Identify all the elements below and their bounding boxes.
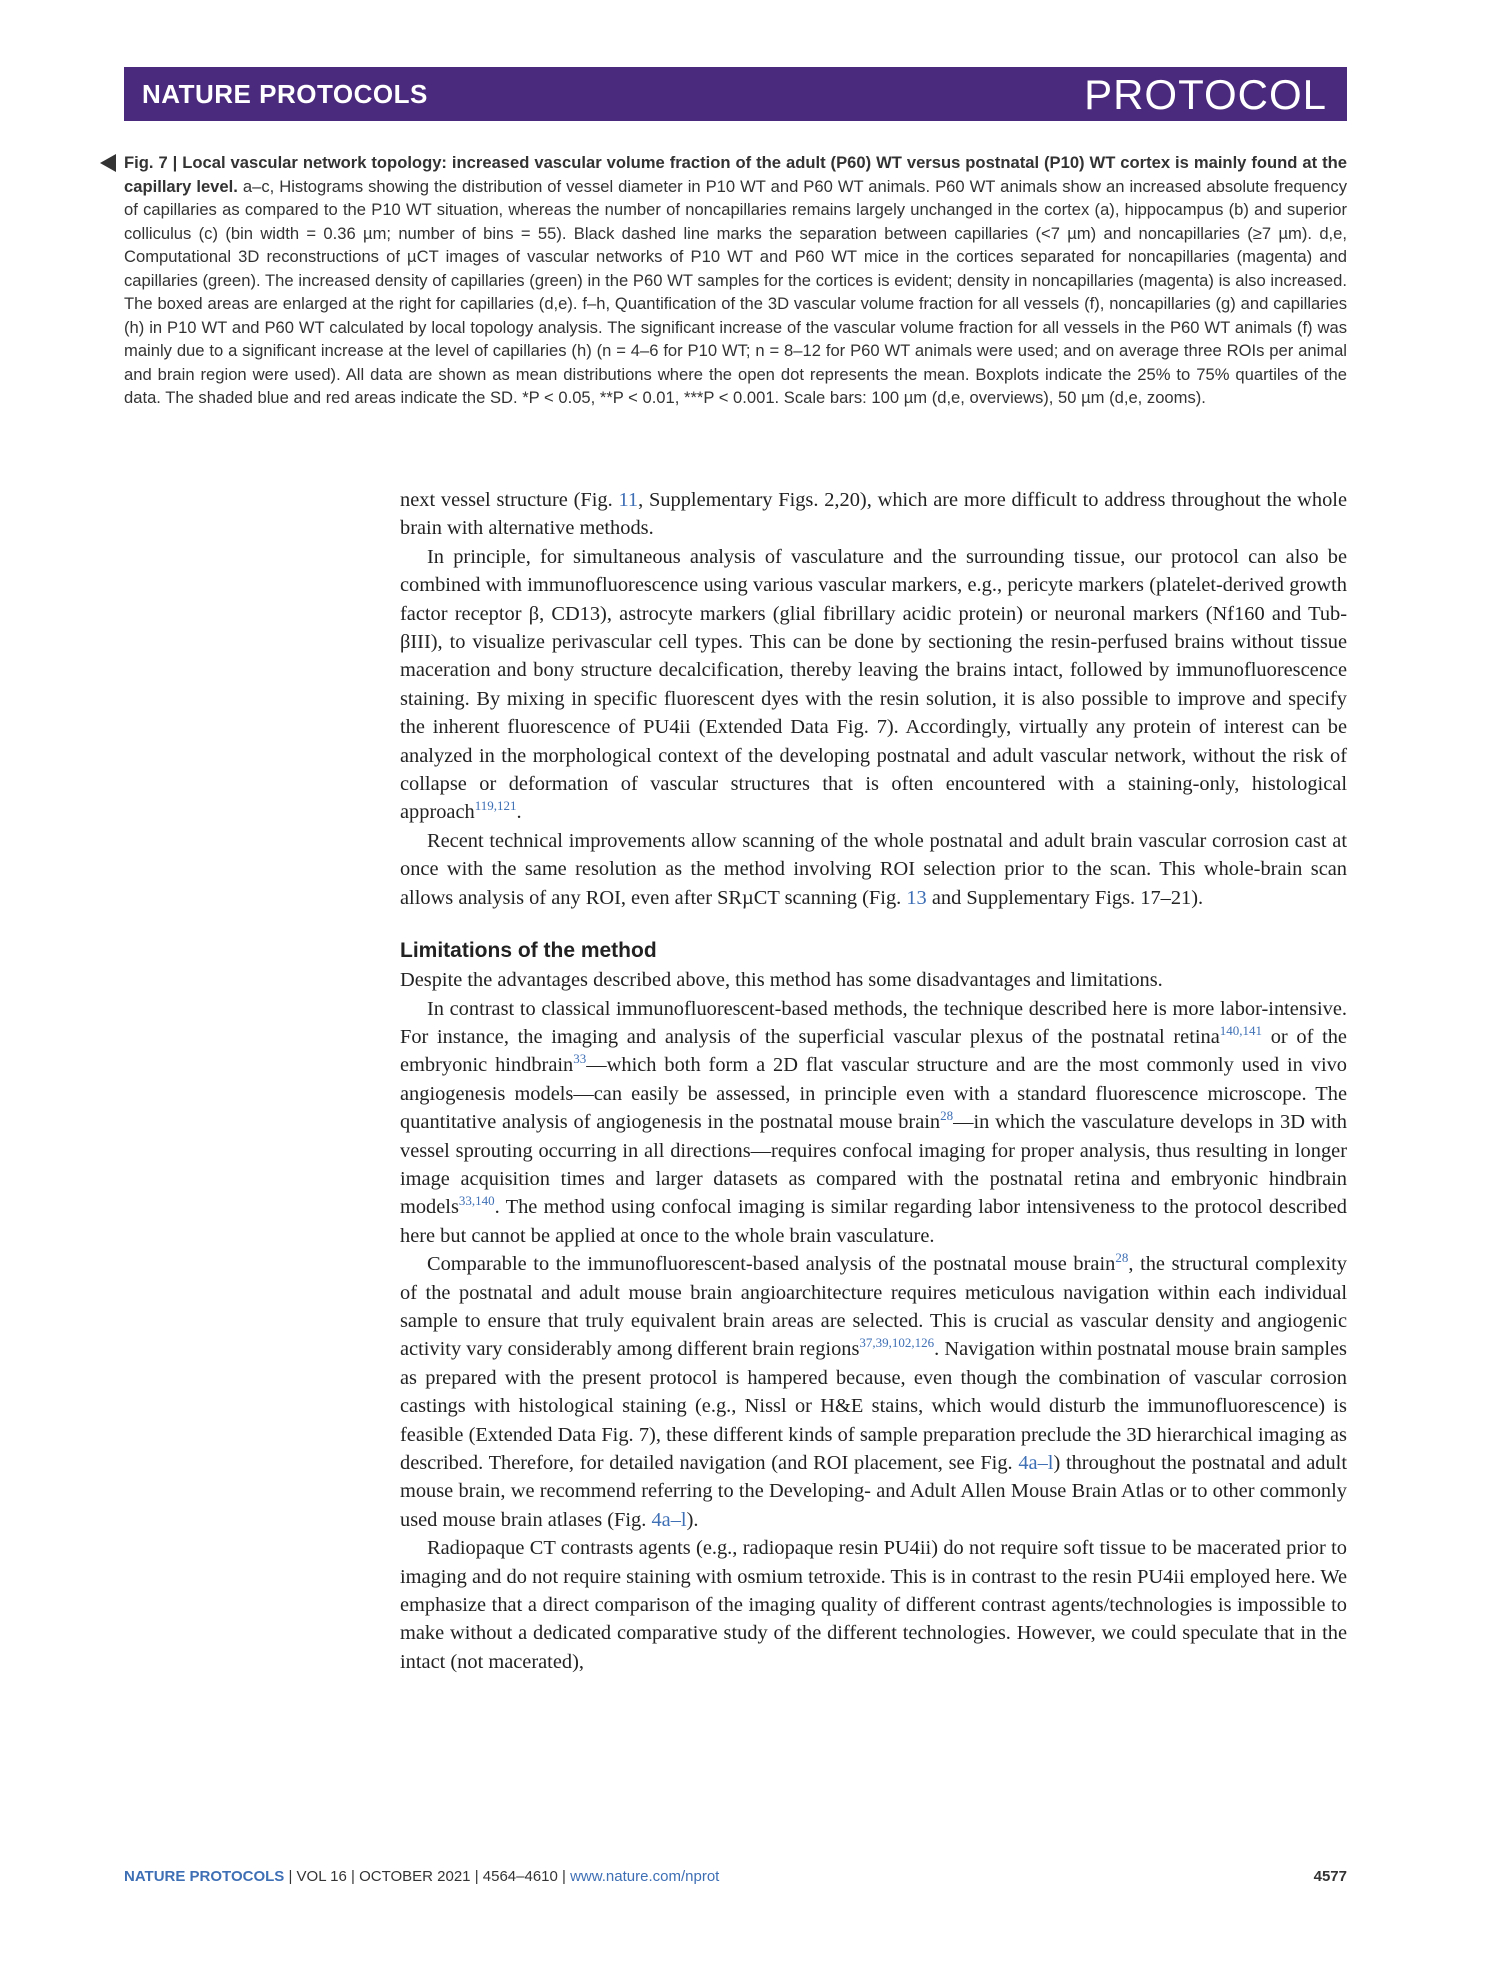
footer-volume: VOL 16 (296, 1868, 347, 1885)
citation-link[interactable]: 33,140 (458, 1193, 495, 1209)
citation-link[interactable]: 28 (940, 1108, 954, 1124)
paragraph: Radiopaque CT contrasts agents (e.g., radiopaque resin PU4ii) do not require soft tissue to be macerated prior to imaging and do not require staining with osmium tetroxide. This is in contrast to the resin PU4ii employed here. We emphasize that a direct comparison of the imaging quality of different contrast agents/technologies is impossible to make without a dedicated comparative study of the different technologies. However, we could speculate that in the intact (not macerated), (400, 1537, 1347, 1673)
citation-link[interactable]: 37,39,102,126 (859, 1335, 935, 1351)
paragraph: Despite the advantages described above, this method has some disadvantages and limitations. (400, 969, 1163, 992)
citation-link[interactable]: 140,141 (1219, 1023, 1263, 1039)
paragraph: Comparable to the immunofluorescent-based analysis of the postnatal mouse brain$^{28}$, the structural complexity of the postnatal and adult mouse brain angioarchitecture requires meticulous navigation within each individual sample to ensure that truly equivalent brain areas are selected. This is crucial as vascular density and angiogenic activity vary considerably among different brain regions$^{37,39,102,126}$. Navigation within postnatal mouse brain samples as prepared with the present protocol is hampered because, even though the combination of vascular corrosion castings with histological staining (e.g., Nissl or H&E stains, which would disturb the immunofluorescence) is feasible (Extended Data Fig. 7), these different kinds of sample preparation preclude the 3D hierarchical imaging as described. Therefore, for detailed navigation (and ROI placement, see Fig. 4a–l) throughout the postnatal and adult mouse brain, we recommend referring to the Developing- and Adult Allen Mouse Brain Atlas or to other commonly used mouse brain atlases (Fig. 4a–l). (400, 1250, 1348, 1531)
page-footer: NATURE PROTOCOLS | VOL 16 | OCTOBER 2021 | 4564–4610 | www.nature.com/nprot 4577 (124, 1868, 1347, 1885)
citation-link[interactable]: 28 (1115, 1250, 1129, 1266)
article-type: PROTOCOL (1084, 71, 1327, 118)
footer-url[interactable]: www.nature.com/nprot (570, 1868, 720, 1885)
footer-date: OCTOBER 2021 (359, 1868, 471, 1885)
body-text (400, 486, 1347, 1676)
paragraph: next vessel structure (Fig. 11, Supplementary Figs. 2,20), which are more difficult to address throughout the whole brain with alternative methods. (400, 489, 1347, 540)
figure-caption (124, 151, 1347, 410)
page-number: 4577 (1313, 1868, 1347, 1885)
footer-pages: 4564–4610 (482, 1868, 558, 1885)
figure-link[interactable]: 13 (906, 886, 927, 909)
figure-link[interactable]: 4a–l (1018, 1452, 1054, 1474)
section-heading: Limitations of the method (400, 939, 657, 963)
paragraph: Recent technical improvements allow scanning of the whole postnatal and adult brain vascular corrosion cast at once with the same resolution as the method involving ROI selection prior to the scan. This whole-brain scan allows analysis of any ROI, even after SRµCT scanning (Fig. 13 and Supplementary Figs. 17–21). (400, 829, 1347, 909)
footer-journal: NATURE PROTOCOLS (124, 1868, 285, 1885)
caption-title: Fig. 7 | Local vascular network topology: increased vascular volume fraction of the adult (P60) WT versus postnatal (P10) WT cortex is mainly found at the capillary level. (124, 153, 1347, 196)
figure-link[interactable]: 11 (618, 489, 639, 511)
journal-banner (124, 67, 1347, 121)
figure-link[interactable]: 4a–l (651, 1508, 687, 1531)
paragraph: In contrast to classical immunofluorescent-based methods, the technique described here is more labor-intensive. For instance, the imaging and analysis of the superficial vascular plexus of the postnatal retina$^{140,141}$ or of the embryonic hindbrain$^{33}$—which both form a 2D flat vascular structure and are the most commonly used in vivo angiogenesis models—can easily be assessed, in principle even with a standard fluorescence microscope. The quantitative analysis of angiogenesis in the postnatal mouse brain$^{28}$—in which the vasculature develops in 3D with vessel sprouting occurring in all directions—requires confocal imaging for proper analysis, thus resulting in longer image acquisition times and larger datasets as compared with the postnatal retina and embryonic hindbrain models$^{33,140}$. The method using confocal imaging is similar regarding labor intensiveness to the protocol described here but cannot be applied at once to the whole brain vasculature. (400, 997, 1347, 1247)
left-arrow-icon (100, 154, 116, 172)
citation-link[interactable]: 119,121 (474, 798, 517, 814)
journal-name: NATURE PROTOCOLS (142, 79, 428, 109)
citation-link[interactable]: 33 (573, 1051, 587, 1067)
paragraph: In principle, for simultaneous analysis of vasculature and the surrounding tissue, our protocol can also be combined with immunofluorescence using various vascular markers, e.g., pericyte markers (platelet-derived growth factor receptor β, CD13), astrocyte markers (glial fibrillary acidic protein) or neuronal markers (Nf160 and Tub-βIII), to visualize perivascular cell types. This can be done by sectioning the resin-perfused brains without tissue maceration and bony structure decalcification, thereby leaving the brains intact, followed by immunofluorescence staining. By mixing in specific fluorescent dyes with the resin solution, it is also possible to improve and specify the inherent fluorescence of PU4ii (Extended Data Fig. 7). Accordingly, virtually any protein of interest can be analyzed in the morphological context of the developing postnatal and adult vascular network, without the risk of collapse or deformation of vascular structures that is often encountered with a staining-only, histological approach$^{119,121}$. (400, 545, 1347, 824)
caption-text: a–c, Histograms showing the distribution of vessel diameter in P10 WT and P60 WT animals. P60 WT animals show an increased absolute frequency of capillaries as compared to the P10 WT situation, whereas the number of noncapillaries remains largely unchanged in the cortex (a), hippocampus (b) and superior colliculus (c) (bin width = 0.36 µm; number of bins = 55). Black dashed line marks the separation between capillaries (<7 µm) and noncapillaries (≥7 µm). d,e, Computational 3D reconstructions of µCT images of vascular networks of P10 WT and P60 WT mice in the cortices separated for noncapillaries (magenta) and capillaries (green). The increased density of capillaries (green) in the P60 WT samples for the cortices is evident; density in noncapillaries (magenta) is also increased. The boxed areas are enlarged at the right for capillaries (d,e). f–h, Quantification of the 3D vascular volume fraction for all vessels (f), noncapillaries (g) and capillaries (h) in P10 WT and P60 WT calculated by local topology analysis. The significant increase of the vascular volume fraction for all vessels in the P60 WT animals (f) was mainly due to a significant increase at the level of capillaries (h) (n = 4–6 for P10 WT; n = 8–12 for P60 WT animals were used; and on average three ROIs per animal and brain region were used). All data are shown as mean distributions where the open dot represents the mean. Boxplots indicate the 25% to 75% quartiles of the data. The shaded blue and red areas indicate the SD. *P < 0.05, **P < 0.01, ***P < 0.001. Scale bars: 100 µm (d,e, overviews), 50 µm (d,e, zooms). (124, 176, 1347, 407)
